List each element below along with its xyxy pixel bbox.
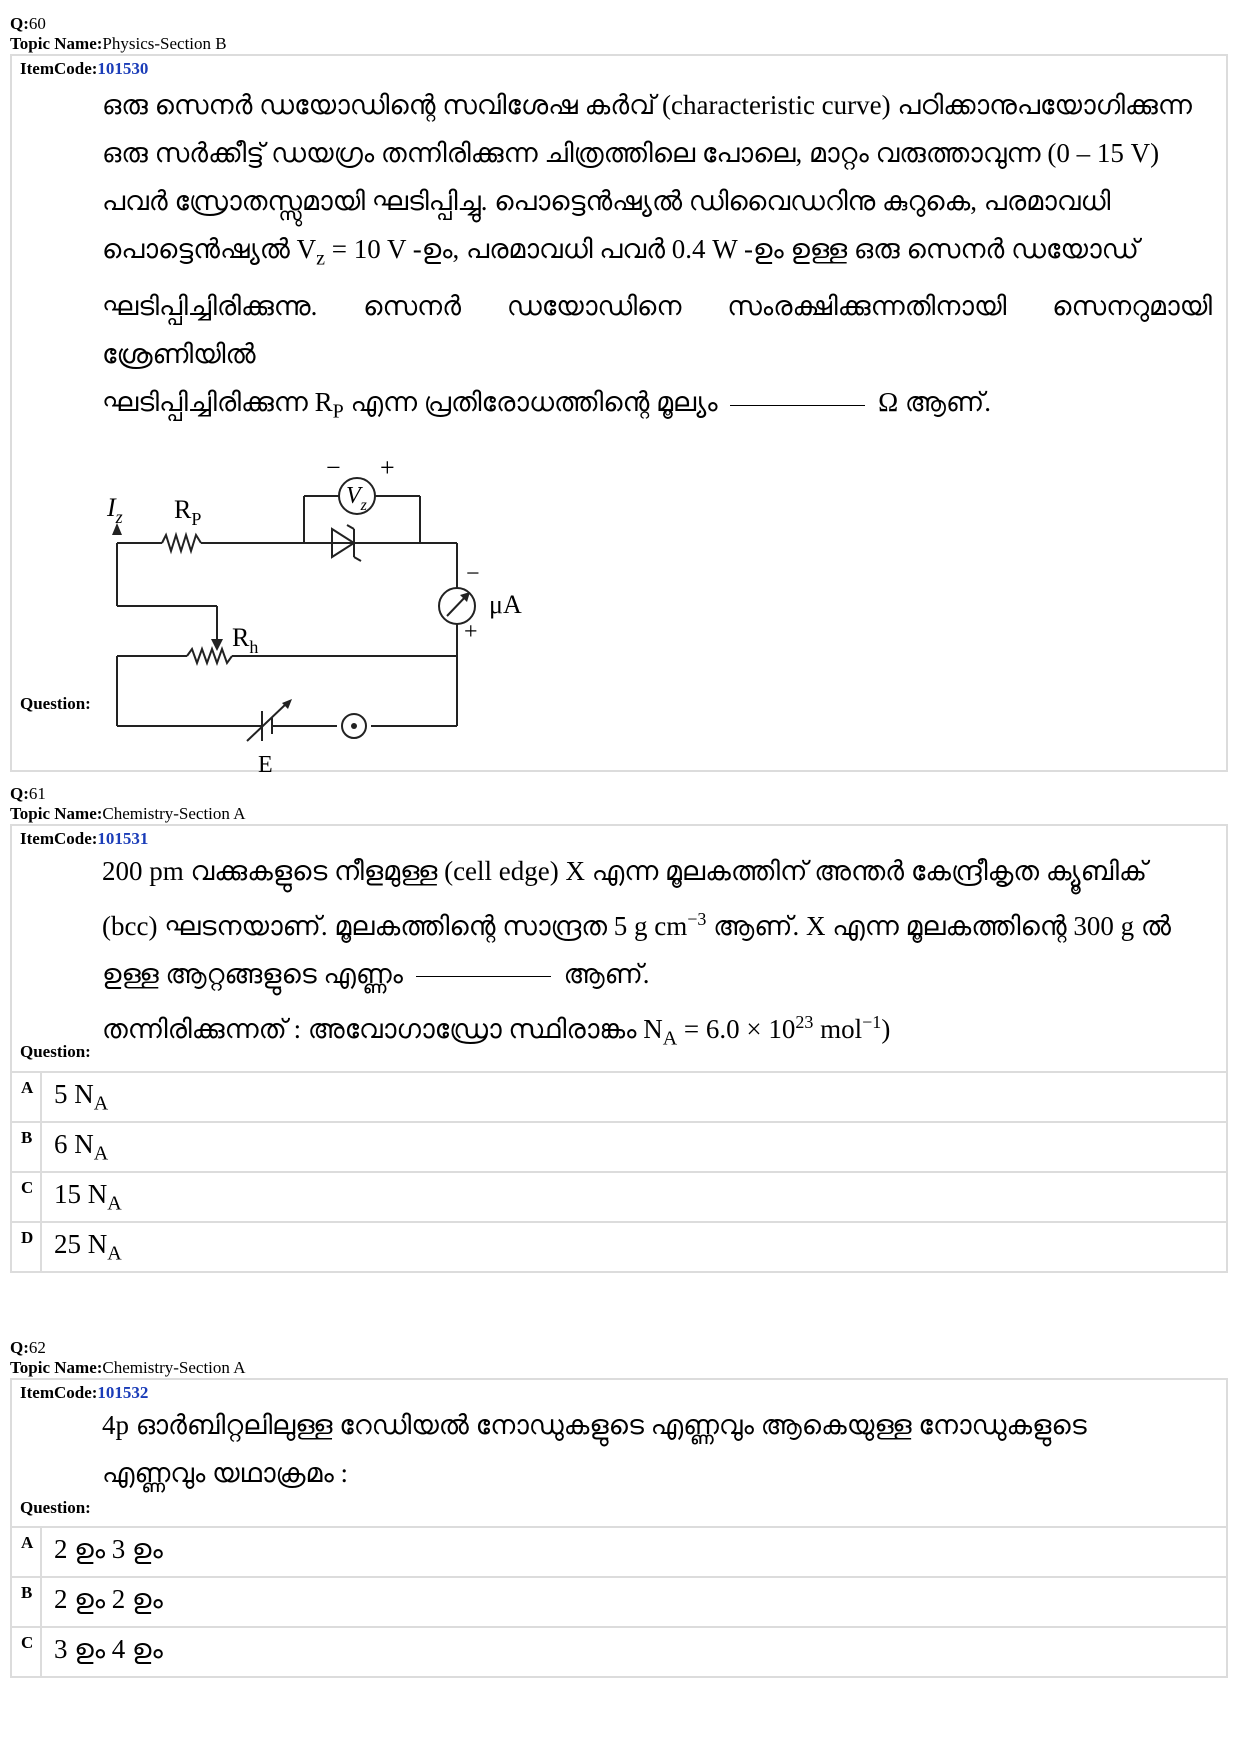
zener-circuit-diagram <box>82 441 602 781</box>
topic-label: Topic Name: <box>10 34 103 53</box>
microammeter-label: μA <box>489 590 522 619</box>
question-text: ഒരു സെനർ ഡയോഡിന്റെ സവിശേഷ കർവ് (characteristic curve) പഠിക്കാനുപയോഗിക്കുന്ന ഒരു സർക്കീട്ട് ഡയഗ്രം തന്നിരിക്കുന്ന ചിത്രത്തിലെ പോലെ, മാറ്റം വരുത്താവുന്ന (0 – 15 V) പവർ സ്രോതസ്സുമായി ഘടിപ്പിച്ചു. പൊട്ടെൻഷ്യൽ ഡിവൈഡറിനു കുറുകെ, പരമാവധി പൊട്ടെൻഷ്യൽ $V_z = 10$ V -ഉം, പരമാവധി പവർ 0.4 W -ഉം ഉള്ള ഒരു സെനർ ഡയോഡ് ഘടിപ്പിച്ചിരിക്കുന്നു. സെനർ ഡയോഡിനെ സംരക്ഷിക്കുന്നതിനായി സെനറുമായി ശ്രേണിയിൽ ഘടിപ്പിച്ചിരിക്കുന്ന $R_P$ എന്ന പ്രതിരോധത്തിന്റെ മൂല്യം Ω ആണ്. <box>102 90 1212 423</box>
question-text: 200 pm വക്കുകളുടെ നീളമുള്ള (cell edge) X എന്ന മൂലകത്തിന് അന്തർ കേന്ദ്രീകൃത ക്യൂബിക് (bcc) ഘടനയാണ്. മൂലകത്തിന്റെ സാന്ദ്രത 5 g $cm^{-3}$ ആണ്. X എന്ന മൂലകത്തിന്റെ 300 g ൽ ഉള്ള ആറ്റങ്ങളുടെ എണ്ണം ആണ്. തന്നിരിക്കുന്നത് : അവോഗാഡ്രോ സ്ഥിരാങ്കം $N_A = 6.0 \times 10^{23}$ mol$^{-1}$) <box>102 856 1171 1050</box>
question-text: 4p ഓർബിറ്റലിലുള്ള റേഡിയൽ നോഡുകളുടെ എണ്ണവും ആകെയുള്ള നോഡുകളുടെ എണ്ണവും യഥാക്രമം : <box>102 1410 1087 1488</box>
iz-label: $I_z$ <box>107 493 123 527</box>
question-number: 61 <box>28 784 46 803</box>
item-code-value: 101530 <box>97 59 149 78</box>
option-a[interactable]: A 2 ഉം 3 ഉം <box>10 1528 1228 1578</box>
answer-blank <box>730 405 865 406</box>
question-header <box>10 14 1228 54</box>
question-label: Question: <box>20 1042 91 1061</box>
question-61 <box>10 784 1228 1273</box>
item-code: ItemCode:101532 <box>20 1383 149 1402</box>
question-62 <box>10 1338 1228 1678</box>
question-header: Q:62 Topic Name:Chemistry-Section A <box>10 1338 246 1377</box>
question-frame <box>10 1378 1228 1528</box>
option-a[interactable]: A 5 $N_A$ <box>10 1073 1228 1123</box>
rh-label: $R_h$ <box>232 623 259 657</box>
option-d[interactable]: D 25 $N_A$ <box>10 1223 1228 1273</box>
option-b[interactable]: B 2 ഉം 2 ഉം <box>10 1578 1228 1628</box>
topic-name: Chemistry-Section A <box>102 804 246 823</box>
option-b[interactable]: B 6 $N_A$ <box>10 1123 1228 1173</box>
options-list <box>10 1073 1228 1273</box>
item-code: ItemCode:101531 <box>20 829 149 848</box>
question-number: 62 <box>28 1338 46 1357</box>
question-header: Q:61 Topic Name:Chemistry-Section A <box>10 784 246 823</box>
topic-name: Physics-Section B <box>102 34 227 53</box>
voltmeter-minus: − <box>326 453 341 482</box>
option-c[interactable]: C 15 $N_A$ <box>10 1173 1228 1223</box>
question-label: Question: <box>20 694 91 713</box>
question-number: 60 <box>28 14 46 33</box>
rp-label: $R_P$ <box>174 495 202 529</box>
ammeter-plus: + <box>464 619 478 645</box>
voltmeter-plus: + <box>380 453 395 482</box>
battery-label: E <box>258 752 273 778</box>
options-list <box>10 1528 1228 1678</box>
item-code: ItemCode:101530 <box>20 59 149 78</box>
question-60 <box>10 14 1228 778</box>
item-code-value: 101531 <box>97 829 149 848</box>
answer-blank <box>416 976 551 977</box>
vz-label: $V_z$ <box>346 483 367 514</box>
q-label: Q: <box>10 14 29 33</box>
item-code-value: 101532 <box>97 1383 149 1402</box>
topic-name: Chemistry-Section A <box>102 1358 246 1377</box>
option-c[interactable]: C 3 ഉം 4 ഉം <box>10 1628 1228 1678</box>
question-frame <box>10 824 1228 1073</box>
question-label: Question: <box>20 1498 91 1517</box>
question-frame <box>10 54 1228 778</box>
ammeter-minus: − <box>466 561 480 587</box>
